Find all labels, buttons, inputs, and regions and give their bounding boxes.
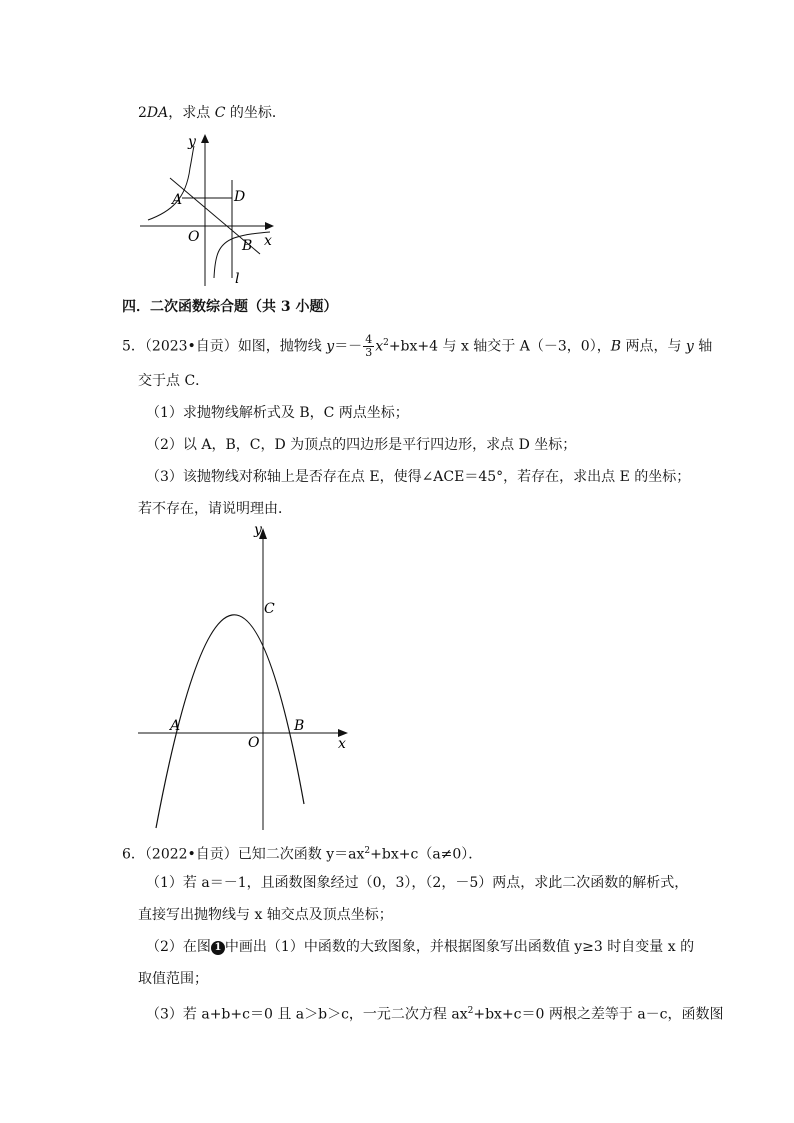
top-line: [138, 104, 286, 122]
q5-eq-rest: +bx+4: [388, 338, 439, 355]
top-text2: 的坐标．: [225, 105, 286, 121]
section-title: 四．二次函数综合题（共 3 小题）: [122, 299, 338, 315]
q5-part2: （2）以 A，B，C，D 为顶点的四边形是平行四边形，求点 D 坐标；: [146, 437, 577, 453]
f1-label-x: x: [264, 233, 272, 249]
q5-part3: （3）该抛物线对称轴上是否存在点 E，使得∠ACE＝45°，若存在，求出点 E 的坐标；: [146, 469, 691, 485]
q6-intro: 已知二次函数 y＝ax: [237, 846, 365, 863]
f1-label-d: D: [234, 189, 246, 205]
q6-part3-b: +bx+c＝0 两根之差等于 a－c，函数图: [473, 1006, 724, 1023]
f2-label-c: C: [264, 601, 275, 617]
q5-eq-y: y: [326, 338, 335, 355]
q6-part3: （3）若 a+b+c＝0 且 a＞b＞c，一元二次方程 $ax^2+bx+c=0$ 两根之差等于 a－c，函数图: [146, 1006, 724, 1023]
q6-part2-a: （2）在图: [146, 939, 211, 955]
f2-label-o: O: [248, 735, 260, 751]
q5-text-b: ，: [596, 338, 611, 355]
figure-1-circled-number: 1: [211, 941, 225, 955]
q6-intro2: +bx+c（a≠0）．: [370, 846, 483, 863]
q5-part3-cont: 若不存在，请说明理由．: [138, 501, 292, 517]
f2-label-y: y: [254, 522, 262, 538]
q5-point-a: A（－3，0）: [519, 338, 597, 355]
q6-part1-cont: 直接写出抛物线与 x 轴交点及顶点坐标；: [138, 907, 393, 923]
q5-eq-x: x: [375, 338, 384, 355]
f1-label-b: B: [242, 238, 253, 254]
q5-line1: 5．（2023•自贡）如图，抛物线 y＝－ $\frac{4}{3}$ $x^2+bx+4$ 与 x 轴交于 A（－3，0），B 两点，与 y 轴: [122, 333, 713, 360]
q5-text-d: 轴: [693, 338, 713, 355]
q6-part2-b: 中画出（1）中函数的大致图象，并根据图象写出函数值 y≥3 时自变量 x 的: [224, 939, 695, 955]
f2-label-x: x: [338, 736, 346, 752]
q6-part3-a: （3）若 a+b+c＝0 且 a＞b＞c，一元二次方程 ax: [146, 1006, 468, 1023]
f1-label-l: l: [235, 271, 240, 287]
top-c: C: [214, 105, 226, 121]
q5-text-c: 两点，与: [621, 338, 686, 355]
q5-eq-eq: ＝－: [334, 338, 363, 355]
q6-number: 6．: [122, 846, 145, 863]
q5-source: （2023•自贡）: [144, 338, 238, 355]
f1-hyperbola-left: [148, 146, 194, 220]
q5-text-a: 与 x 轴交于: [438, 338, 520, 355]
q5-frac-num: 4: [365, 333, 373, 347]
q5-point-b: B: [610, 338, 621, 355]
figure-1-hyperbola: [130, 128, 290, 293]
top-prefix: 2: [138, 105, 147, 121]
q5-fraction: [363, 334, 374, 359]
f2-label-a: A: [170, 718, 181, 734]
q6-source: （2022•自贡）: [144, 846, 238, 863]
q6-line1: 6．（2022•自贡）已知二次函数 $y=ax^2+bx+c(a\ne 0)$．: [122, 846, 483, 863]
q5-y-axis: y: [685, 338, 694, 355]
top-text1: ，求点: [168, 105, 215, 121]
q5-part1: （1）求抛物线解析式及 B，C 两点坐标；: [146, 405, 409, 421]
q6-part1: （1）若 a＝－1，且函数图象经过（0，3），（2，－5）两点，求此二次函数的解析式，: [146, 875, 689, 891]
q6-part2-cont: 取值范围；: [138, 971, 208, 987]
f1-y-arrow: [201, 134, 209, 143]
f1-x-arrow: [265, 222, 274, 230]
q5-intro: 如图，抛物线: [237, 338, 327, 355]
q6-part2: [146, 938, 694, 956]
f1-label-o: O: [188, 229, 200, 245]
top-da: DA: [146, 105, 169, 121]
q5-frac-den: 3: [365, 346, 373, 360]
q5-number: 5．: [122, 338, 145, 355]
q5-line2: 交于点 C．: [138, 373, 210, 389]
f1-label-y: y: [188, 134, 196, 150]
f1-label-a: A: [172, 192, 183, 208]
figure-2-parabola: [130, 522, 360, 832]
f2-label-b: B: [294, 718, 305, 734]
